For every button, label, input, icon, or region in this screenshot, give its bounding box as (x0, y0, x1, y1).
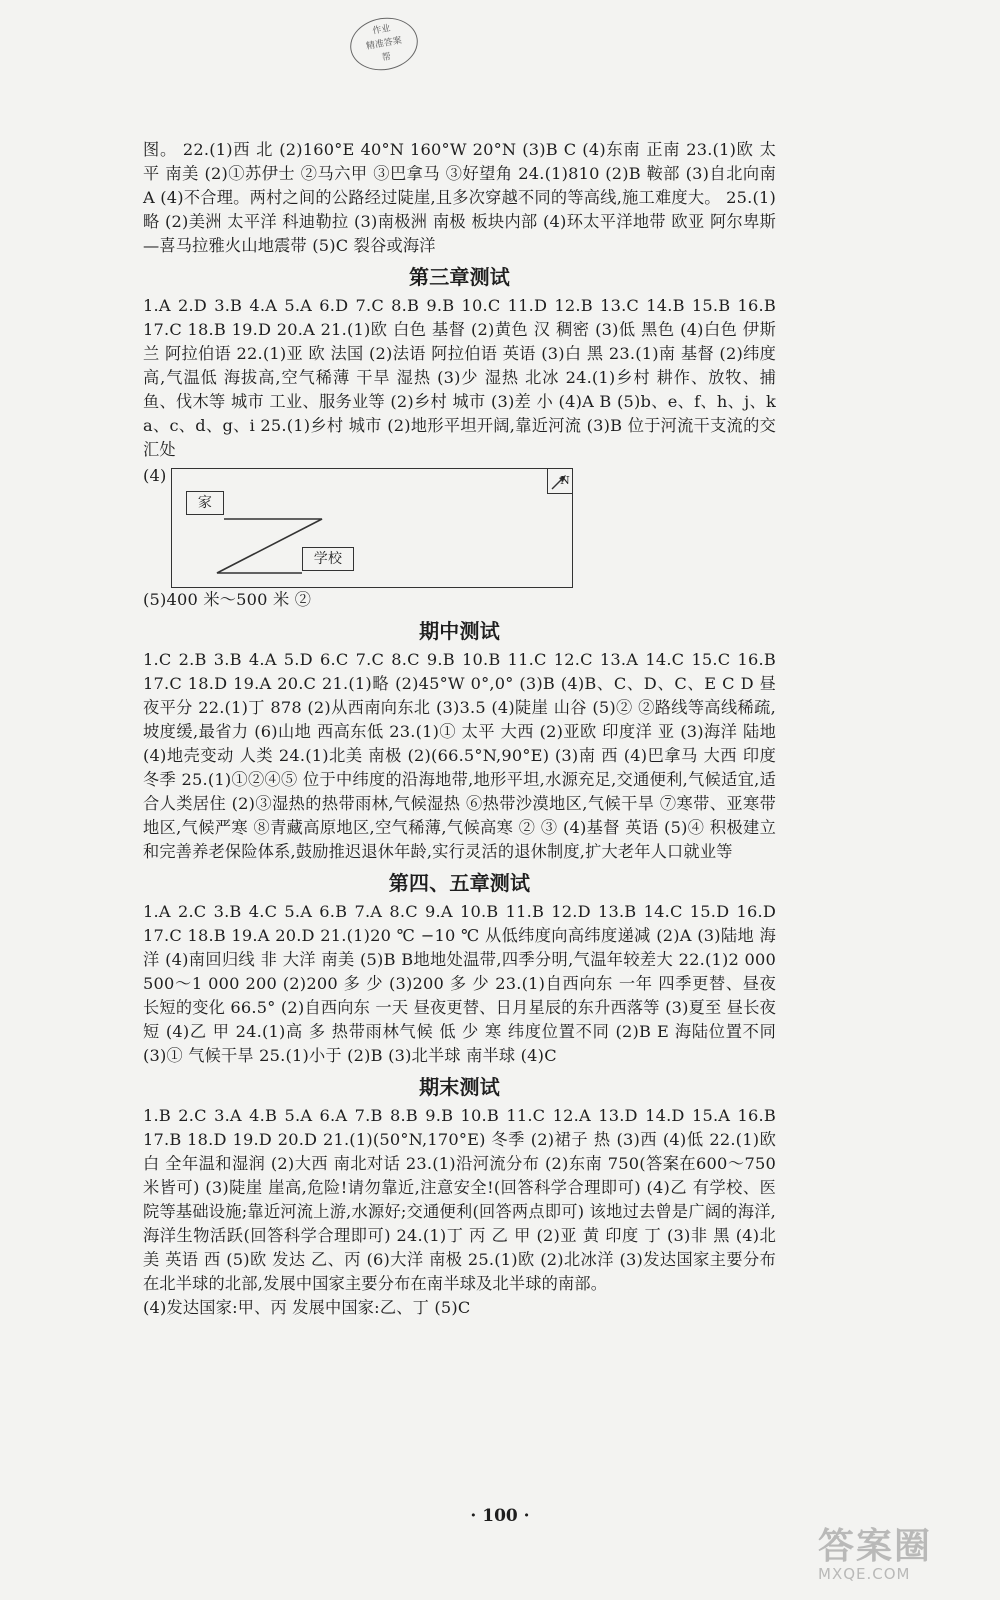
section-title-midterm: 期中测试 (419, 619, 500, 643)
midterm-answers: 1.C 2.B 3.B 4.A 5.D 6.C 7.C 8.C 9.B 10.B 11.C 12.C 13.A 14.C 15.C 16.B 17.C 18.D 19.A 20.C 21.(1)略 (2)45°W 0°,0° (3)B (4)B、C、D、C、E C D 昼夜平分 22.(1)丁 878 (2)从西南向东北 (3)3.5 (4)陡崖 山谷 (5)② ②路线等高线稀疏,坡度缓,最省力 (6)山地 西高东低 23.(1)① 太平 大西 (2)亚欧 印度洋 亚 (3)海洋 陆地 (4)地壳变动 人类 24.(1)北美 南极 (2)(66.5°N,90°E) (3)南 西 (4)巴拿马 大西 印度 冬季 25.(1)①②④⑤ 位于中纬度的沿海地带,地形平坦,水源充足,交通便利,气候适宜,适合人类居住 (2)③湿热的热带雨林,气候湿热 ⑥热带沙漠地区,气候干旱 ⑦寒带、亚寒带地区,气候严寒 ⑧青藏高原地区,空气稀薄,气候高寒 ② ③ (4)基督 英语 (5)④ 积极建立和完善养老保险体系,鼓励推迟退休年龄,实行灵活的退休制度,扩大老年人口就业等 (143, 650, 776, 861)
continued-answers: 图。 22.(1)西 北 (2)160°E 40°N 160°W 20°N (3)B C (4)东南 正南 23.(1)欧 太平 南美 (2)①苏伊士 ②马六甲 ③巴拿马 ③好望角 24.(1)810 (2)B 鞍部 (3)自北向南 A (4)不合理。两村之间的公路经过陡崖,且多次穿越不同的等高线,施工难度大。 25.(1)略 (2)美洲 太平洋 科迪勒拉 (3)南极洲 南极 板块内部 (4)环太平洋地带 欧亚 阿尔卑斯—喜马拉雅火山地震带 (5)C 裂谷或海洋 (143, 140, 776, 255)
stamp-line-2: 精准答案 (365, 35, 403, 53)
north-arrow-icon (547, 469, 572, 494)
watermark-url: MXQE.COM (818, 1565, 911, 1583)
stamp-line-3: 帮 (381, 52, 392, 64)
figure-label: (4) (143, 466, 167, 485)
watermark-logo (818, 1518, 978, 1588)
watermark-title: 答案圈 (818, 1526, 933, 1567)
school-label: 学校 (302, 547, 354, 571)
answer-content (143, 138, 776, 1320)
section-title-final: 期末测试 (419, 1075, 500, 1099)
chapter3-answers: 1.A 2.D 3.B 4.A 5.A 6.D 7.C 8.B 9.B 10.C 11.D 12.B 13.C 14.B 15.B 16.B 17.C 18.B 19.D 20.A 21.(1)欧 白色 基督 (2)黄色 汉 稠密 (3)低 黑色 (4)白色 伊斯兰 阿拉伯语 22.(1)亚 欧 法国 (2)法语 阿拉伯语 英语 (3)白 黑 23.(1)南 基督 (2)纬度高,气温低 海拔高,空气稀薄 干旱 湿热 (3)少 湿热 北冰 24.(1)乡村 耕作、放牧、捕鱼、伐木等 城市 工业、服务业等 (2)乡村 城市 (3)差 小 (4)A B (5)b、e、f、h、j、k a、c、d、g、i 25.(1)乡村 城市 (2)地形平坦开阔,靠近河流 (3)B 位于河流干支流的交汇处 (143, 296, 776, 459)
chapter3-after-figure: (5)400 米～500 米 ② (143, 590, 312, 609)
final-answers: 1.B 2.C 3.A 4.B 5.A 6.A 7.B 8.B 9.B 10.B 11.C 12.A 13.D 14.D 15.A 16.B 17.B 18.D 19.D 20.D 21.(1)(50°N,170°E) 冬季 (2)裙子 热 (3)西 (4)低 22.(1)欧 白 全年温和湿润 (2)大西 南北对话 23.(1)沿河流分布 (2)东南 750(答案在600～750米皆可) (3)陡崖 崖高,危险!请勿靠近,注意安全!(回答科学合理即可) (4)乙 有学校、医院等基础设施;靠近河流上游,水源好;交通便利(回答两点即可) 该地过去曾是广阔的海洋,海洋生物活跃(回答科学合理即可) 24.(1)丁 丙 乙 甲 (2)亚 黄 印度 丁 (3)非 黑 (4)北美 英语 西 (5)欧 发达 乙、丙 (6)大洋 南极 25.(1)欧 (2)北冰洋 (3)发达国家主要分布在北半球的北部,发展中国家主要分布在南半球及北半球的南部。 (143, 1106, 776, 1293)
section-title-chapter45: 第四、五章测试 (388, 871, 531, 895)
route-line-svg (172, 469, 572, 587)
chapter45-answers: 1.A 2.C 3.B 4.C 5.A 6.B 7.A 8.C 9.A 10.B 11.B 12.D 13.B 14.C 15.D 16.D 17.C 18.B 19.A 20.D 21.(1)20 ℃ −10 ℃ 从低纬度向高纬度递减 (2)A (3)陆地 海洋 (4)南回归线 非 大洋 南美 (5)B B地地处温带,四季分明,气温年较差大 22.(1)2 000 500～1 000 200 (2)200 多 少 (3)200 多 少 23.(1)自西向东 一年 四季更替、昼夜长短的变化 66.5° (2)自西向东 一天 昼夜更替、日月星辰的东升西落等 (3)夏至 昼长夜短 (4)乙 甲 24.(1)高 多 热带雨林气候 低 少 寒 纬度位置不同 (2)B E 海陆位置不同 (3)① 气候干旱 25.(1)小于 (2)B (3)北半球 南半球 (4)C (143, 902, 776, 1065)
home-label: 家 (186, 491, 224, 515)
page-number: · 100 · (470, 1506, 530, 1526)
final-answers-tail: (4)发达国家:甲、丙 发展中国家:乙、丁 (5)C (143, 1298, 471, 1317)
route-map-figure (143, 464, 776, 588)
stamp-line-1: 作业 (371, 23, 392, 37)
north-label: N (560, 474, 570, 487)
section-title-chapter3: 第三章测试 (409, 265, 510, 289)
route-map (171, 468, 573, 588)
stamp-seal (346, 12, 422, 75)
